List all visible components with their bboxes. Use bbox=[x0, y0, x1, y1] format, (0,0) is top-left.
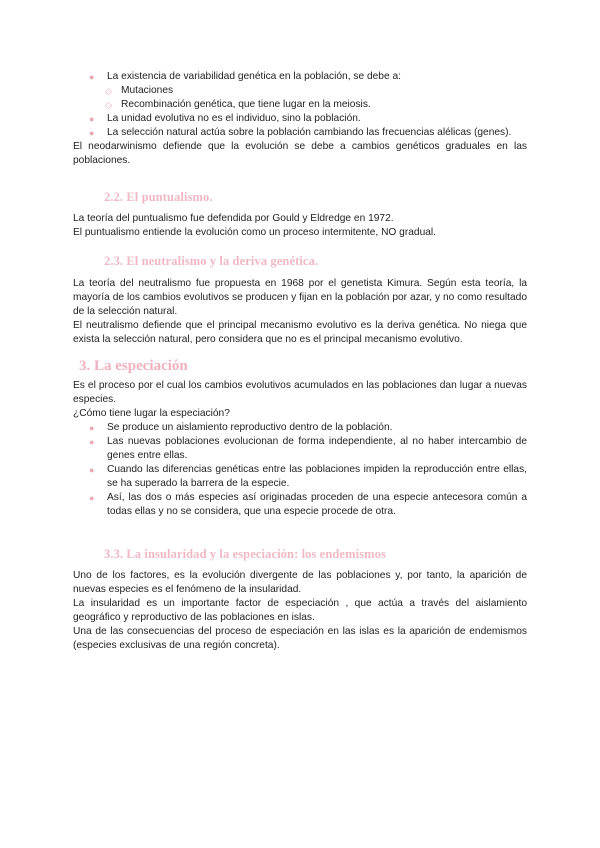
paragraph: Es el proceso por el cual los cambios evolutivos acumulados en las poblaciones dan lugar a nuevas especies. bbox=[73, 380, 527, 405]
sub-list-item-text: Mutaciones bbox=[121, 85, 174, 96]
list-item bbox=[73, 112, 527, 126]
bullet-dot-icon: ● bbox=[89, 423, 95, 433]
sub-list-item bbox=[73, 98, 527, 112]
bullet-dot-icon: ● bbox=[89, 72, 95, 82]
sub-list bbox=[73, 84, 527, 112]
paragraph: Uno de los factores, es la evolución divergente de las poblaciones y, por tanto, la aparición de nuevas especies es el fenómeno de la insularidad. bbox=[73, 570, 527, 595]
diamond-outline-icon: ◇ bbox=[105, 100, 112, 110]
bullet-dot-icon: ● bbox=[89, 465, 95, 475]
section-heading-neutralismo: 2.3. El neutralismo y la deriva genética. bbox=[104, 254, 319, 268]
paragraph: La teoría del neutralismo fue propuesta en 1968 por el genetista Kimura. Según esta teoría, la mayoría de los cambios evolutivos se producen y fijan en la población por azar, y no como resultado de la selección natural. bbox=[73, 278, 527, 317]
section-heading-insularidad: 3.3. La insularidad y la especiación: los endemismos bbox=[104, 547, 386, 561]
list-item-text: Así, las dos o más especies así originadas proceden de una especie antecesora común a todas ellas y no se considera, que una especie procede de otra. bbox=[107, 492, 527, 517]
list-item bbox=[73, 421, 527, 435]
sub-list-item bbox=[73, 84, 527, 98]
list-item-text: La existencia de variabilidad genética en la población, se debe a: bbox=[107, 71, 401, 82]
list-item-text: La unidad evolutiva no es el individuo, sino la población. bbox=[107, 113, 361, 124]
sub-list-item-text: Recombinación genética, que tiene lugar en la meiosis. bbox=[121, 99, 371, 110]
document-page bbox=[73, 70, 527, 653]
paragraph: El neutralismo defiende que el principal mecanismo evolutivo es la deriva genética. No niega que exista la selección natural, pero considera que no es el principal mecanismo evolutivo. bbox=[73, 320, 527, 345]
list-item-text: La selección natural actúa sobre la población cambiando las frecuencias alélicas (genes). bbox=[107, 127, 512, 138]
bullet-dot-icon: ● bbox=[89, 128, 95, 138]
bullet-list-evolution bbox=[73, 70, 527, 140]
section-heading-puntualismo: 2.2. El puntualismo. bbox=[104, 190, 213, 204]
bullet-dot-icon: ● bbox=[89, 493, 95, 503]
paragraph: El puntualismo entiende la evolución como un proceso intermitente, NO gradual. bbox=[73, 227, 436, 238]
bullet-list-especiacion bbox=[73, 421, 527, 519]
list-item bbox=[73, 491, 527, 519]
bullet-dot-icon: ● bbox=[89, 437, 95, 447]
paragraph: La teoría del puntualismo fue defendida por Gould y Eldredge en 1972. bbox=[73, 213, 394, 224]
list-item-text: Las nuevas poblaciones evolucionan de forma independiente, al no haber intercambio de genes entre ellas. bbox=[107, 436, 527, 461]
list-item bbox=[73, 463, 527, 491]
list-item bbox=[73, 70, 527, 112]
bullet-dot-icon: ● bbox=[89, 114, 95, 124]
paragraph-neodarwinismo: El neodarwinismo defiende que la evolución se debe a cambios genéticos graduales en las poblaciones. bbox=[73, 141, 527, 166]
diamond-outline-icon: ◇ bbox=[105, 86, 112, 96]
question-text: ¿Cómo tiene lugar la especiación? bbox=[73, 408, 230, 419]
paragraph: La insularidad es un importante factor de especiación , que actúa a través del aislamiento geográfico y reproductivo de las poblaciones en islas. bbox=[73, 598, 527, 623]
section-heading-especiacion: 3. La especiación bbox=[79, 358, 188, 374]
list-item-text: Se produce un aislamiento reproductivo dentro de la población. bbox=[107, 422, 393, 433]
list-item-text: Cuando las diferencias genéticas entre las poblaciones impiden la reproducción entre ellas, se ha superado la barrera de la especie. bbox=[107, 464, 527, 489]
paragraph: Una de las consecuencias del proceso de especiación en las islas es la aparición de endemismos (especies exclusivas de una región concreta). bbox=[73, 626, 527, 651]
list-item bbox=[73, 435, 527, 463]
list-item bbox=[73, 126, 527, 140]
